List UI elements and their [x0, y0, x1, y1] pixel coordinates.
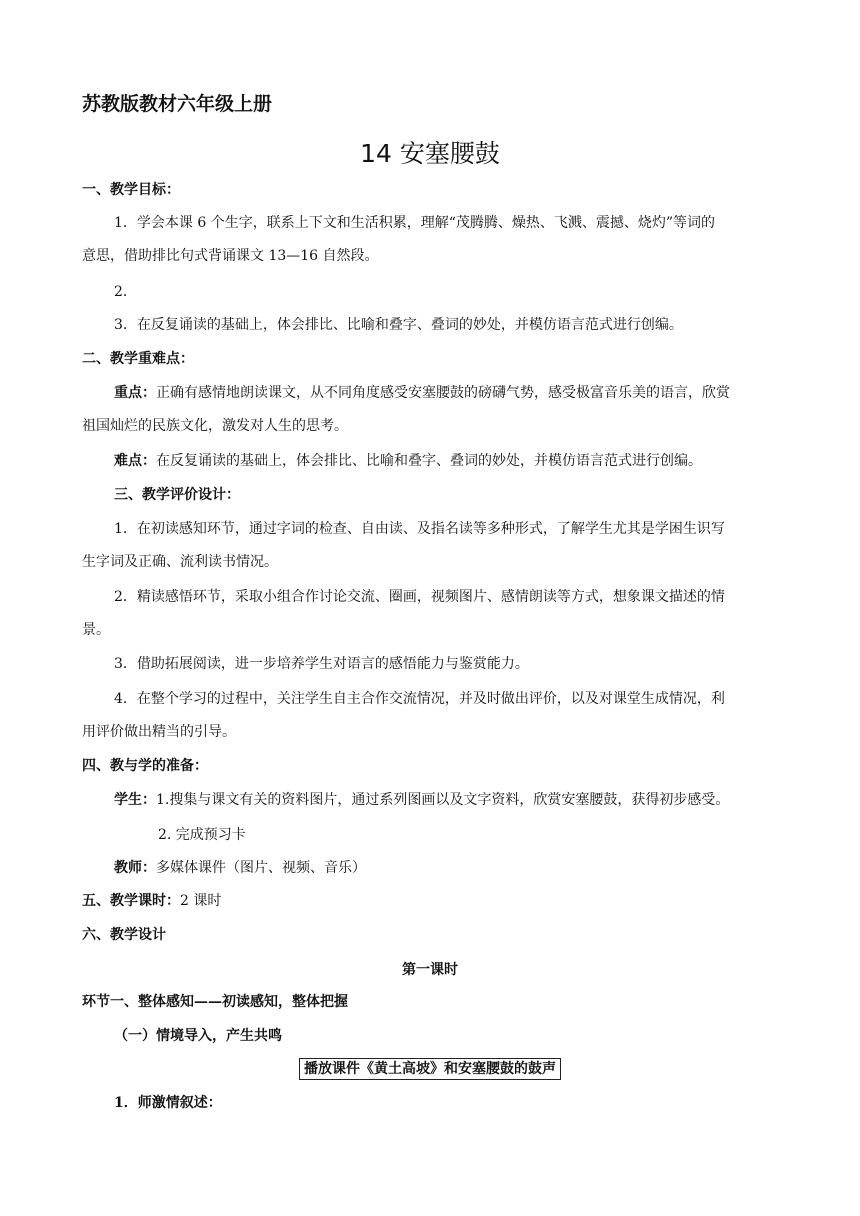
section-heading-design: 六、教学设计 [82, 927, 166, 943]
difficulty-text: 在反复诵读的基础上，体会排比、比喻和叠字、叠词的妙处，并模仿语言范式进行创编。 [156, 453, 702, 469]
difficulty-line [114, 451, 702, 471]
boxed-instruction-row [0, 1058, 860, 1080]
goal-item-3: 3．在反复诵读的基础上，体会排比、比喻和叠字、叠词的妙处，并模仿语言范式进行创编。 [114, 317, 683, 333]
eval-item-3: 3．借助拓展阅读，进一步培养学生对语言的感悟能力与鉴赏能力。 [114, 656, 529, 672]
lesson-hours-value: 2 课时 [180, 893, 222, 909]
eval-item-2-line-1: 2．精读感悟环节，采取小组合作讨论交流、圈画，视频图片、感情朗读等方式，想象课文描述的情 [114, 589, 725, 605]
section-heading-evaluation: 三、教学评价设计： [114, 487, 240, 503]
teacher-prep-text: 多媒体课件（图片、视频、音乐） [156, 860, 366, 876]
eval-item-1-line-1: 1．在初读感知环节，通过字词的检查、自由读、及指名读等多种形式，了解学生尤其是学困生识写 [114, 521, 725, 537]
lesson-title: 第一课时 [402, 962, 458, 978]
student-label: 学生： [114, 792, 156, 808]
key-point-line-2: 祖国灿烂的民族文化，激发对人生的思考。 [82, 418, 348, 434]
teacher-label: 教师： [114, 860, 156, 876]
boxed-instruction: 播放课件《黄土高坡》和安塞腰鼓的鼓声 [299, 1058, 561, 1080]
goal-item-2: 2． [114, 284, 137, 300]
key-point-text: 正确有感情地朗读课文，从不同角度感受安塞腰鼓的磅礴气势，感受极富音乐美的语言，欣赏 [156, 385, 730, 401]
student-prep-line-1 [114, 790, 729, 810]
goal-item-1-line-2: 意思，借助排比句式背诵课文 13—16 自然段。 [82, 248, 379, 264]
eval-item-1-line-2: 生字词及正确、流利读书情况。 [82, 554, 278, 570]
narration-item-1: 1．师激情叙述： [114, 1095, 222, 1111]
step-1-heading: 环节一、整体感知——初读感知，整体把握 [82, 994, 348, 1010]
key-point-label: 重点： [114, 385, 156, 401]
eval-item-4-line-2: 用评价做出精当的引导。 [82, 724, 236, 740]
difficulty-label: 难点： [114, 453, 156, 469]
section-heading-key-points: 二、教学重难点： [82, 351, 194, 367]
student-prep-text: 1.搜集与课文有关的资料图片，通过系列图画以及文字资料，欣赏安塞腰鼓，获得初步感受。 [156, 792, 730, 808]
eval-item-4-line-1: 4．在整个学习的过程中，关注学生自主合作交流情况，并及时做出评价，以及对课堂生成情况，利 [114, 691, 725, 707]
page-title: 14 安塞腰鼓 [360, 139, 500, 168]
section-heading-hours: 五、教学课时： [82, 893, 180, 909]
section-heading-preparation: 四、教与学的准备： [82, 758, 208, 774]
substep-1-heading: （一）情境导入，产生共鸣 [114, 1028, 282, 1044]
section-heading-goals: 一、教学目标： [82, 182, 180, 198]
lesson-hours-line [82, 891, 221, 911]
goal-item-1-line-1: 1．学会本课 6 个生字，联系上下文和生活积累，理解“茂腾腾、燥热、飞溅、震撼、烧灼”等词的 [114, 215, 716, 231]
teacher-prep-line [114, 858, 366, 878]
student-prep-line-2: 2. 完成预习卡 [158, 827, 246, 843]
eval-item-2-line-2: 景。 [82, 622, 110, 638]
document-header: 苏教版教材六年级上册 [82, 93, 273, 115]
key-point-line-1 [114, 383, 730, 403]
